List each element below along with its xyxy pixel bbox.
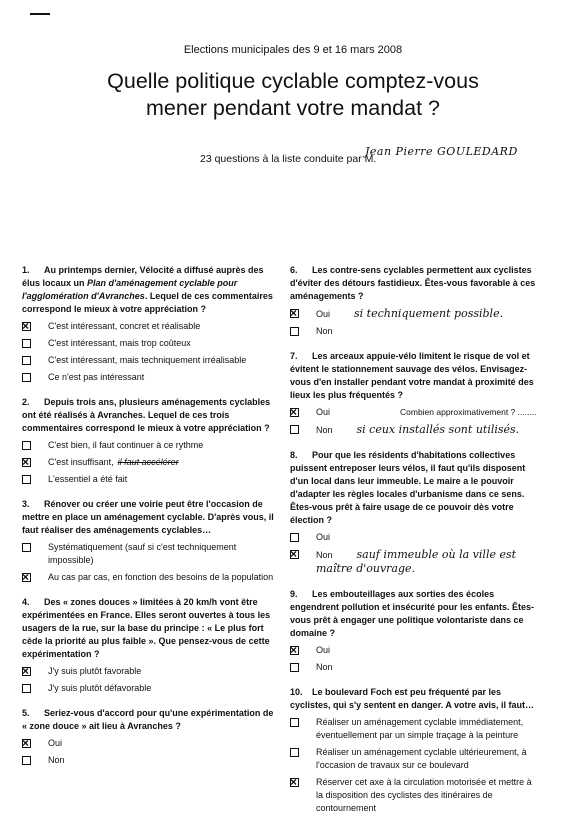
- question-3: [22, 498, 274, 584]
- question-2: [22, 396, 274, 486]
- checkbox-checked[interactable]: [290, 309, 299, 318]
- q5-option-2[interactable]: Non: [22, 754, 274, 767]
- q8-option-2[interactable]: × Non sauf immeuble où la ville est maître d'ouvrage.: [290, 548, 538, 576]
- question-10-text: 10. Le boulevard Foch est peu fréquenté par les cyclistes, qui s'y sentent en danger. A votre avis, il faut…: [290, 687, 535, 710]
- checkbox[interactable]: [290, 533, 299, 542]
- q1-option-4[interactable]: Ce n'est pas intéressant: [22, 371, 274, 384]
- checkbox[interactable]: [22, 339, 31, 348]
- struck-text: il faut accélérer: [117, 457, 179, 467]
- q2-option-2[interactable]: × C'est insuffisant, il faut accélérer: [22, 456, 274, 469]
- question-9: [290, 588, 538, 674]
- question-2-text: 2. Depuis trois ans, plusieurs aménagements cyclables ont été réalisés à Avranches. Lequel de ces trois commentaires correspond le mieux à votre appréciation ?: [22, 397, 271, 433]
- checkbox-checked[interactable]: [22, 667, 31, 676]
- title-line-2: mener pendant votre mandat ?: [145, 96, 441, 120]
- handwritten-note: si techniquement possible.: [354, 307, 504, 320]
- q10-option-3[interactable]: × Réserver cet axe à la circulation motorisée et mettre à la disposition des cyclistes des itinéraires de contournement: [290, 776, 538, 815]
- q4-option-2[interactable]: J'y suis plutôt défavorable: [22, 682, 274, 695]
- q6-option-1[interactable]: × Oui si techniquement possible.: [290, 307, 538, 321]
- byline: 23 questions à la liste conduite par M.: [200, 153, 377, 165]
- q3-option-2[interactable]: × Au cas par cas, en fonction des besoins de la population: [22, 571, 274, 584]
- checkbox-checked[interactable]: [290, 646, 299, 655]
- q9-option-2[interactable]: Non: [290, 661, 538, 674]
- checkbox-checked[interactable]: [22, 322, 31, 331]
- q7-option-2[interactable]: Non si ceux installés sont utilisés.: [290, 423, 538, 437]
- corner-dash-mark: [30, 13, 50, 15]
- election-subtitle: Elections municipales des 9 et 16 mars 2008: [183, 44, 403, 56]
- handwritten-signature: Jean Pierre GOULEDARD: [365, 145, 518, 158]
- q1-option-2[interactable]: C'est intéressant, mais trop coûteux: [22, 337, 274, 350]
- checkbox-checked[interactable]: [290, 408, 299, 417]
- checkbox[interactable]: [290, 327, 299, 336]
- question-10: [290, 686, 538, 815]
- checkbox[interactable]: [290, 718, 299, 727]
- checkbox[interactable]: [22, 475, 31, 484]
- q2-option-1[interactable]: C'est bien, il faut continuer à ce rythme: [22, 439, 274, 452]
- question-9-text: 9. Les embouteillages aux sorties des écoles engendrent pollution et insécurité pour les enfants. Êtes-vous prêt à engager une politique volontariste dans ce domaine ?: [290, 589, 535, 638]
- question-3-text: 3. Rénover ou créer une voirie peut être l'occasion de mettre en place un aménagement cyclable. D'après vous, il faut réaliser des aménagements cyclables…: [22, 499, 274, 535]
- question-7-text: 7. Les arceaux appuie-vélo limitent le risque de vol et évitent le stationnement sauvage des vélos. Envisagez-vous d'en installer pendant votre mandat à proximité des lieux les plus fréquentés ?: [290, 351, 534, 400]
- checkbox-checked[interactable]: [290, 550, 299, 559]
- q3-option-1[interactable]: Systématiquement (sauf si c'est techniquement impossible): [22, 541, 274, 567]
- checkbox[interactable]: [22, 543, 31, 552]
- checkbox[interactable]: [22, 373, 31, 382]
- question-5-text: 5. Seriez-vous d'accord pour qu'une expérimentation de « zone douce » ait lieu à Avranches ?: [22, 708, 274, 731]
- checkbox[interactable]: [22, 356, 31, 365]
- question-1: [22, 264, 274, 384]
- left-column: [22, 264, 274, 779]
- q9-option-1[interactable]: × Oui: [290, 644, 538, 657]
- right-column: [290, 264, 538, 827]
- page-title: [0, 68, 586, 122]
- combien-prompt: Combien approximativement ? ........: [400, 407, 537, 417]
- question-8: [290, 449, 538, 576]
- checkbox-checked[interactable]: [22, 573, 31, 582]
- document-header: [0, 44, 586, 122]
- question-1-text: 1. Au printemps dernier, Vélocité a diffusé auprès des élus locaux un Plan d'aménagement cyclable pour l'agglomération d'Avranches. Lequel de ces commentaires correspond le mieux à votre appréciation ?: [22, 265, 273, 314]
- question-4-text: 4. Des « zones douces » limitées à 20 km/h vont être expérimentées en France. Elles seront ouvertes à tous les usagers de la rue, sur la base du principe : « Le plus fort cède la priorité au plus faible ». Que pensez-vous de cette expérimentation ?: [22, 597, 271, 659]
- question-5: [22, 707, 274, 767]
- q2-option-3[interactable]: L'essentiel a été fait: [22, 473, 274, 486]
- checkbox[interactable]: [22, 441, 31, 450]
- checkbox[interactable]: [290, 748, 299, 757]
- q5-option-1[interactable]: × Oui: [22, 737, 274, 750]
- q10-option-1[interactable]: Réaliser un aménagement cyclable immédiatement, éventuellement par un simple traçage à la peinture: [290, 716, 538, 742]
- checkbox[interactable]: [290, 663, 299, 672]
- handwritten-note: sauf immeuble où la ville est maître d'ouvrage.: [316, 548, 517, 575]
- q10-option-2[interactable]: Réaliser un aménagement cyclable ultérieurement, à l'occasion de travaux sur ce boulevard: [290, 746, 538, 772]
- q8-option-1[interactable]: Oui: [290, 531, 538, 544]
- checkbox[interactable]: [290, 425, 299, 434]
- q6-option-2[interactable]: Non: [290, 325, 538, 338]
- q4-option-1[interactable]: × J'y suis plutôt favorable: [22, 665, 274, 678]
- title-line-1: Quelle politique cyclable comptez-vous: [107, 69, 479, 93]
- question-6: [290, 264, 538, 338]
- question-4: [22, 596, 274, 695]
- checkbox[interactable]: [22, 684, 31, 693]
- q7-option-1[interactable]: × Oui Combien approximativement ? ........: [290, 406, 538, 419]
- q1-option-3[interactable]: C'est intéressant, mais techniquement irréalisable: [22, 354, 274, 367]
- question-6-text: 6. Les contre-sens cyclables permettent aux cyclistes d'éviter des détours fastidieux. Êtes-vous favorable à ces aménagements ?: [290, 265, 536, 301]
- handwritten-note: si ceux installés sont utilisés.: [356, 423, 520, 436]
- checkbox-checked[interactable]: [22, 458, 31, 467]
- checkbox-checked[interactable]: [290, 778, 299, 787]
- checkbox[interactable]: [22, 756, 31, 765]
- question-7: [290, 350, 538, 437]
- question-8-text: 8. Pour que les résidents d'habitations collectives puissent entreposer leurs vélos, il faut qu'ils disposent d'un local dans leur immeuble. Le maire a le pouvoir d'adapter les règles locales d'urbanisme dans ce sens. Êtes-vous prêt à faire usage de ce pouvoir dès votre élection ?: [290, 450, 526, 525]
- q1-option-1[interactable]: × C'est intéressant, concret et réalisable: [22, 320, 274, 333]
- checkbox-checked[interactable]: [22, 739, 31, 748]
